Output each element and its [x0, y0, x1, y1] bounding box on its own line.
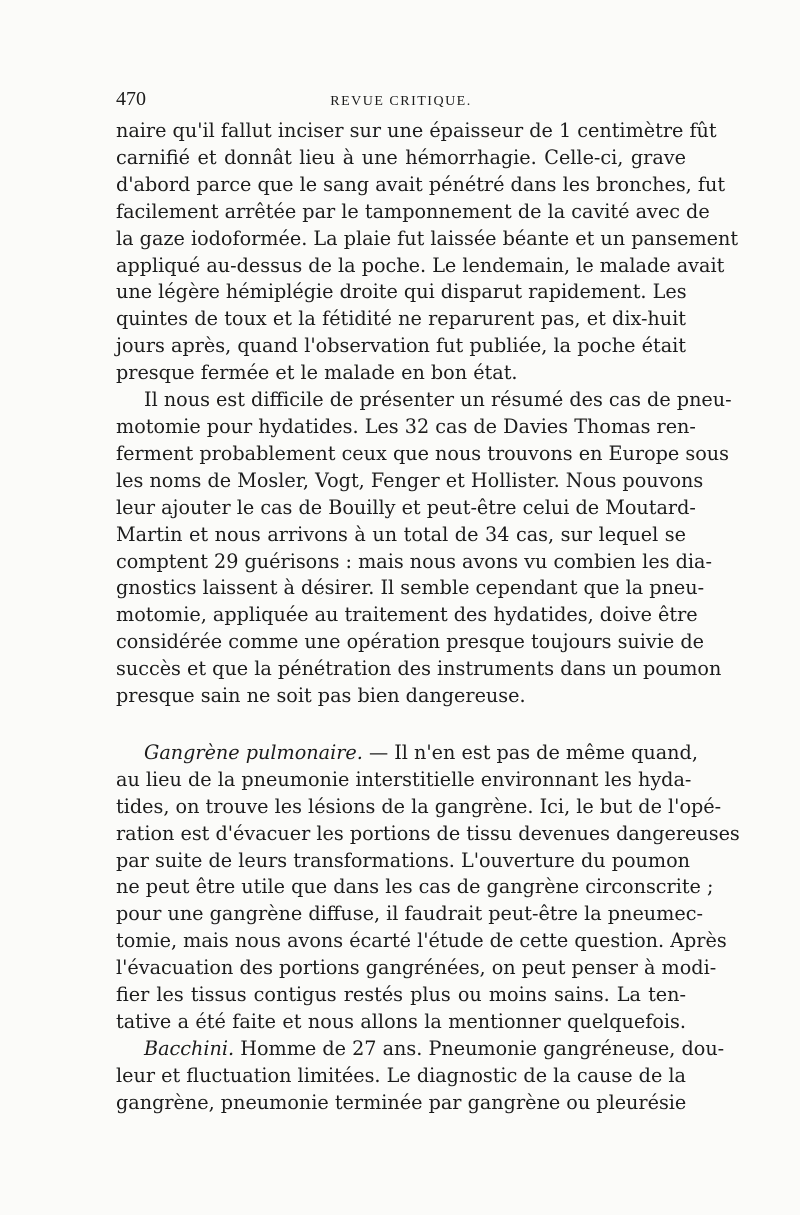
text-line: naire qu'il fallut inciser sur une épaisseur de 1 centimètre fût [116, 119, 717, 142]
body-text [116, 118, 740, 1117]
page-number: 470 [116, 88, 146, 110]
text-line [116, 740, 698, 767]
text-line: l'évacuation des portions gangrénées, on peut penser à modi- [116, 956, 717, 980]
text-line: considérée comme une opération presque toujours suivie de [116, 630, 704, 654]
text-line: ne peut être utile que dans les cas de gangrène circonscrite ; [116, 875, 714, 899]
section-heading: Gangrène pulmonaire. [144, 740, 363, 764]
text-line: ration est d'évacuer les portions de tissu devenues dangereuses [116, 821, 740, 845]
text-line: quintes de toux et la fétidité ne reparurent pas, et dix-huit [116, 307, 686, 331]
text-line: leur ajouter le cas de Bouilly et peut-être celui de Moutard- [116, 495, 696, 519]
text-line: par suite de leurs transformations. L'ouverture du poumon [116, 848, 691, 872]
text-line: tides, on trouve les lésions de la gangrène. Ici, le but de l'opé- [116, 794, 722, 818]
page-header [116, 88, 686, 118]
text-line: fier les tissus contigus restés plus ou moins sains. La ten- [116, 983, 686, 1007]
text-line: carnifié et donnât lieu à une hémorrhagie. Celle-ci, grave [116, 145, 686, 169]
text-line: une légère hémiplégie droite qui disparut rapidement. Les [116, 280, 687, 304]
text-line: presque fermée et le malade en bon état. [116, 361, 518, 385]
text-line: presque sain ne soit pas bien dangereuse. [116, 684, 526, 708]
text-line: appliqué au-dessus de la poche. Le lendemain, le malade avait [116, 253, 725, 277]
author-name: Bacchini. [144, 1036, 235, 1060]
paragraph-1 [116, 118, 739, 387]
text-line: ferment probablement ceux que nous trouvons en Europe sous [116, 441, 729, 465]
text-line: gangrène, pneumonie terminée par gangrène ou pleurésie [116, 1090, 687, 1114]
text-line: facilement arrêtée par le tamponnement de la cavité avec de [116, 199, 710, 223]
text-line: Martin et nous arrivons à un total de 34 cas, sur lequel se [116, 522, 686, 546]
text-line: tomie, mais nous avons écarté l'étude de cette question. Après [116, 929, 727, 953]
text-line: motomie pour hydatides. Les 32 cas de Davies Thomas ren- [116, 414, 696, 438]
paragraph-3 [116, 740, 740, 1036]
text-line: jours après, quand l'observation fut publiée, la poche était [116, 334, 686, 358]
text-line: pour une gangrène diffuse, il faudrait peut-être la pneumec- [116, 902, 703, 926]
text-line: au lieu de la pneumonie interstitielle environnant les hyda- [116, 767, 692, 791]
text-line: les noms de Mosler, Vogt, Fenger et Hollister. Nous pouvons [116, 468, 704, 492]
text-line: Il nous est difficile de présenter un résumé des cas de pneu- [144, 388, 732, 412]
paragraph-2 [116, 387, 732, 710]
text-line: succès et que la pénétration des instruments dans un poumon [116, 657, 722, 681]
text-run: — Il n'en est pas de même quand, [362, 740, 698, 764]
text-line: comptent 29 guérisons : mais nous avons vu combien les dia- [116, 549, 712, 573]
section-gap [116, 710, 686, 740]
text-line: tative a été faite et nous allons la mentionner quelquefois. [116, 1010, 686, 1033]
book-page [116, 88, 740, 1117]
text-run: Homme de 27 ans. Pneumonie gangréneuse, dou- [234, 1036, 725, 1060]
text-line: leur et fluctuation limitées. Le diagnostic de la cause de la [116, 1063, 686, 1087]
paragraph-4 [116, 1036, 725, 1117]
text-line: la gaze iodoformée. La plaie fut laissée béante et un pansement [116, 226, 739, 250]
text-line: d'abord parce que le sang avait pénétré dans les bronches, fut [116, 172, 726, 196]
running-title: REVUE CRITIQUE. [330, 94, 472, 109]
text-line: motomie, appliquée au traitement des hydatides, doive être [116, 603, 698, 627]
text-line [116, 1036, 725, 1063]
text-line: gnostics laissent à désirer. Il semble cependant que la pneu- [116, 576, 705, 600]
